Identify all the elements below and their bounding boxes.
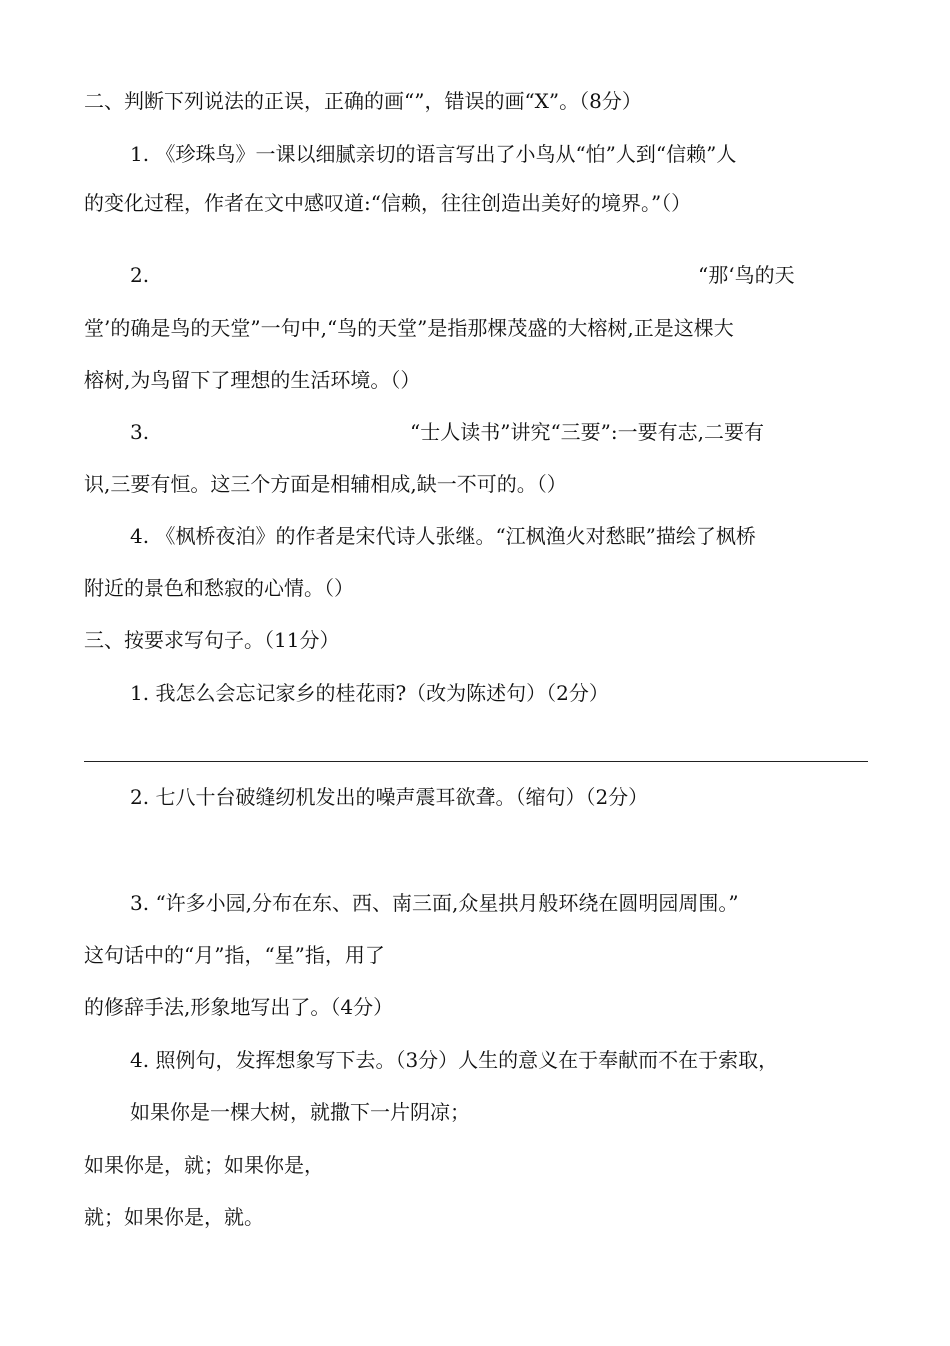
s2-q3-line2: 识,三要有恒。这三个方面是相辅相成,缺一不可的。（） <box>84 472 567 496</box>
s2-q1-line2: 的变化过程，作者在文中感叹道:“信赖，往往创造出美好的境界。”（） <box>84 191 692 215</box>
s2-q3-line1: “士人读书”讲究“三要”:一要有志,二要有 <box>410 420 764 444</box>
s2-q2-line2: 堂’的确是鸟的天堂”一句中,“鸟的天堂”是指那棵茂盛的大榕树,正是这棵大 <box>84 316 734 340</box>
s2-q1-line1: 1. 《珍珠鸟》一课以细腻亲切的语言写出了小鸟从“怕”人到“信赖”人 <box>130 142 737 166</box>
s3-q3-line3: 的修辞手法,形象地写出了。（4分） <box>84 995 394 1019</box>
s3-q2: 2. 七八十台破缝纫机发出的噪声震耳欲聋。（缩句）（2分） <box>130 785 649 809</box>
section-3-heading: 三、按要求写句子。（11分） <box>84 628 340 652</box>
s3-q1: 1. 我怎么会忘记家乡的桂花雨?（改为陈述句）（2分） <box>130 681 609 705</box>
s3-q3-line2: 这句话中的“月”指，“星”指，用了 <box>84 943 385 967</box>
s2-q2-line1: “那‘鸟的天 <box>698 263 795 287</box>
s2-q2-line3: 榕树,为鸟留下了理想的生活环境。（） <box>84 368 421 392</box>
s3-q4-line4: 就；如果你是，就。 <box>84 1205 264 1229</box>
s3-q4-line1: 4. 照例句，发挥想象写下去。（3分）人生的意义在于奉献而不在于索取， <box>130 1048 779 1072</box>
s2-q4-line1: 4. 《枫桥夜泊》的作者是宋代诗人张继。“江枫渔火对愁眠”描绘了枫桥 <box>130 524 756 548</box>
s3-q4-line3: 如果你是，就；如果你是， <box>84 1153 324 1177</box>
s3-q4-line2: 如果你是一棵大树，就撒下一片阴凉； <box>130 1100 470 1124</box>
s2-q2-number: 2. <box>130 263 150 287</box>
s2-q4-line2: 附近的景色和愁寂的心情。（） <box>84 576 354 600</box>
answer-line <box>84 761 868 762</box>
s2-q3-number: 3. <box>130 420 150 444</box>
section-2-heading: 二、判断下列说法的正误，正确的画“”，错误的画“X”。（8分） <box>84 89 642 113</box>
s3-q3-line1: 3. “许多小园,分布在东、西、南三面,众星拱月般环绕在圆明园周围。” <box>130 891 739 915</box>
